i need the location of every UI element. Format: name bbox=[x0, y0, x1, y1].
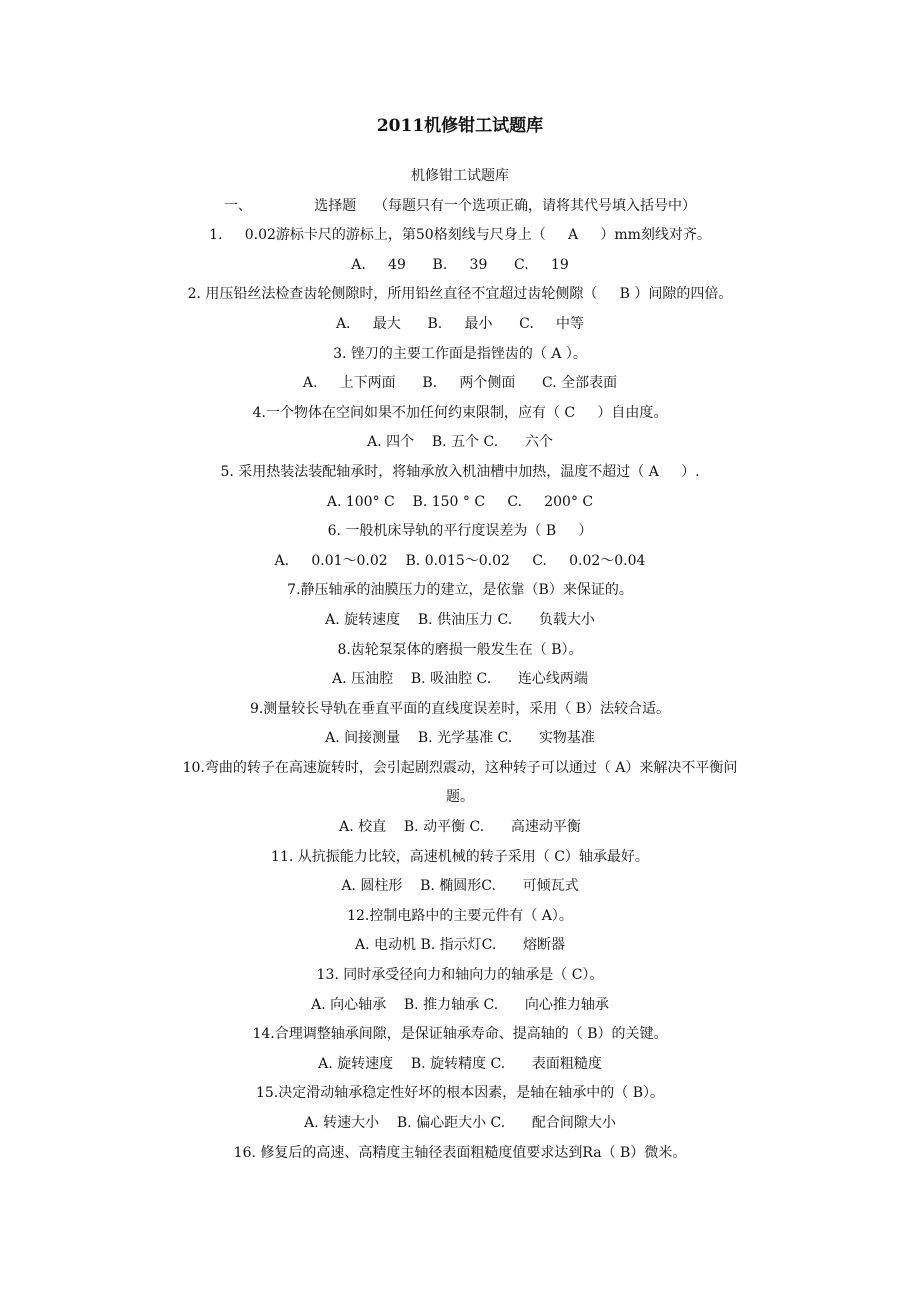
text-line: 14.合理调整轴承间隙，是保证轴承寿命、提高轴的（ B）的关键。 bbox=[252, 1026, 668, 1043]
text-line: 16. 修复后的高速、高精度主轴径表面粗糙度值要求达到Ra（ B）微米。 bbox=[233, 1144, 687, 1161]
text-line: A. 上下两面 B. 两个侧面 C. 全部表面 bbox=[302, 375, 618, 392]
text-line: A. 旋转速度 B. 旋转精度 C. 表面粗糙度 bbox=[318, 1055, 602, 1072]
text-line: 10.弯曲的转子在高速旋转时，会引起剧烈震动，这种转子可以通过（ A）来解决不平衡问 bbox=[182, 759, 738, 776]
text-line: A. 校直 B. 动平衡 C. 高速动平衡 bbox=[339, 819, 581, 836]
text-line: 机修钳工试题库 bbox=[411, 168, 509, 184]
text-line: A. 压油腔 B. 吸油腔 C. 连心线两端 bbox=[332, 671, 588, 688]
text-line: 1. 0.02游标卡尺的游标上，第50格刻线与尺身上（ A ）mm刻线对齐。 bbox=[209, 227, 711, 244]
text-line: A. 100° C B. 150 ° C C. 200° C bbox=[326, 493, 594, 510]
text-line: A. 向心轴承 B. 推力轴承 C. 向心推力轴承 bbox=[311, 996, 609, 1013]
text-line: A. 旋转速度 B. 供油压力 C. 负载大小 bbox=[325, 611, 595, 628]
text-line: 15.决定滑动轴承稳定性好坏的根本因素，是轴在轴承中的（ B）。 bbox=[255, 1085, 664, 1102]
text-line: 12.控制电路中的主要元件有（ A）。 bbox=[347, 907, 573, 924]
text-line: 7.静压轴承的油膜压力的建立，是依靠（B）来保证的。 bbox=[287, 582, 633, 599]
text-line: A. 49 B. 39 C. 19 bbox=[351, 256, 569, 273]
text-line: 4.一个物体在空间如果不加任何约束限制，应有（ C ）自由度。 bbox=[252, 404, 668, 421]
text-line: 3. 锉刀的主要工作面是指锉齿的（ A ）。 bbox=[333, 345, 587, 362]
text-line: A. 间接测量 B. 光学基准 C. 实物基准 bbox=[325, 730, 595, 747]
text-line: 2. 用压铅丝法检查齿轮侧隙时，所用铅丝直径不宜超过齿轮侧隙（ B ）间隙的四倍。 bbox=[187, 286, 733, 303]
text-line: A. 四个 B. 五个 C. 六个 bbox=[367, 434, 553, 451]
text-line: A. 0.01～0.02 B. 0.015～0.02 C. 0.02～0.04 bbox=[274, 552, 646, 569]
text-line: 8.齿轮泵泵体的磨损一般发生在（ B）。 bbox=[337, 641, 583, 658]
question-list bbox=[130, 162, 790, 1168]
text-line: 题。 bbox=[446, 789, 474, 806]
text-line: A. 圆柱形 B. 椭圆形C. 可倾瓦式 bbox=[341, 878, 579, 895]
text-line: 一、 选择题 （每题只有一个选项正确，请将其代号填入括号中） bbox=[223, 197, 697, 214]
document-title: 2011机修钳工试题库 bbox=[376, 116, 544, 136]
text-line: A. 最大 B. 最小 C. 中等 bbox=[335, 315, 585, 332]
text-line: A. 电动机 B. 指示灯C. 熔断器 bbox=[354, 937, 565, 954]
text-line: 13. 同时承受径向力和轴向力的轴承是（ C）。 bbox=[316, 967, 604, 984]
text-line: A. 转速大小 B. 偏心距大小 C. 配合间隙大小 bbox=[304, 1115, 616, 1131]
text-line: 5. 采用热装法装配轴承时，将轴承放入机油槽中加热，温度不超过（ A ）. bbox=[220, 463, 700, 480]
text-line: 11. 从抗振能力比较，高速机械的转子采用（ C）轴承最好。 bbox=[271, 848, 649, 865]
text-line: 9.测量较长导轨在垂直平面的直线度误差时，采用（ B）法较合适。 bbox=[249, 700, 671, 717]
text-line: 6. 一般机床导轨的平行度误差为（ B ） bbox=[327, 523, 593, 540]
